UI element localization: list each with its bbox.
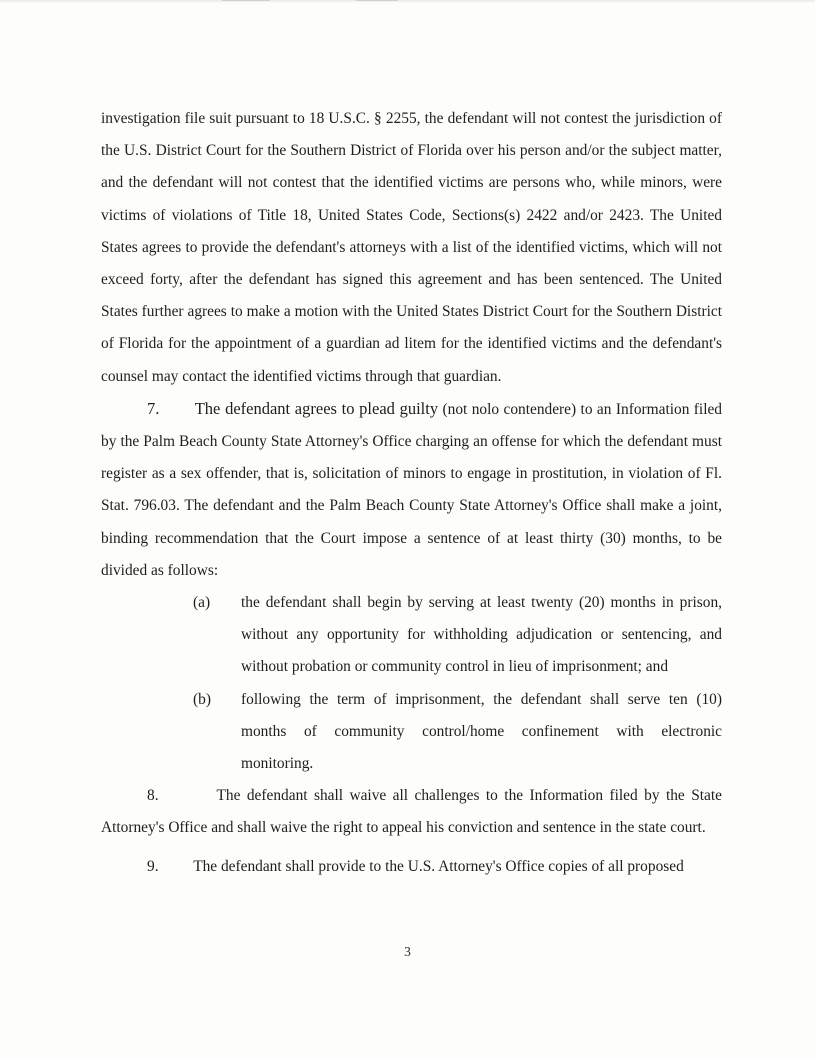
paragraph-text: (not nolo contendere) to an Information filed by the Palm Beach County State Attorney's Office charging an offense for which the defendant must register as a sex offender, that is, solicitation of minors to engage in prostitution, in violation of Fl. Stat. 796.03. The defendant and the Palm Beach County State Attorney's Office shall make a joint, binding recommendation that the Court impose a sentence of at least thirty (30) months, to be divided as follows: <box>101 400 723 579</box>
subitem-b <box>101 684 722 781</box>
page-number: 3 <box>404 944 411 959</box>
subitem-label: (b) <box>193 690 211 708</box>
scan-mark <box>222 0 270 1</box>
subitem-text: the defendant shall begin by serving at least twenty (20) months in prison, without any opportunity for withholding adjudication or sentencing, and without probation or community control in lieu of imprisonment; and <box>241 594 722 676</box>
subitem-text-main: following the term of imprisonment, the defendant shall serve ten (10) months of community control/home confinement with electronic <box>241 690 722 740</box>
paragraph-text: The defendant shall provide to the U.S. Attorney's Office copies of all proposed <box>193 857 684 875</box>
subitem-label: (a) <box>193 594 211 612</box>
subitem-text <box>241 684 722 781</box>
paragraph-lead: The defendant agrees to plead guilty <box>194 398 439 418</box>
paragraph-7 <box>101 393 722 587</box>
paragraph-9 <box>101 851 722 883</box>
continued-paragraph: investigation file suit pursuant to 18 U.S.C. § 2255, the defendant will not contest the jurisdiction of the U.S. District Court for the Southern District of Florida over his person and/or the subject matter, and the defendant will not contest that the identified victims are persons who, while minors, were victims of violations of Title 18, United States Code, Sections(s) 2422 and/or 2423. The United States agrees to provide the defendant's attorneys with a list of the identified victims, which will not exceed forty, after the defendant has signed this agreement and has been sentenced. The United States further agrees to make a motion with the United States District Court for the Southern District of Florida for the appointment of a guardian ad litem for the identified victims and the defendant's counsel may contact the identified victims through that guardian. <box>101 110 722 385</box>
paragraph-number: 7. <box>147 398 160 418</box>
subitem-a <box>101 587 722 684</box>
subitem-text-end: monitoring. <box>241 755 314 773</box>
paragraph-number: 9. <box>147 857 159 875</box>
paragraph-8 <box>101 780 722 844</box>
scan-edge <box>0 0 815 3</box>
scan-mark <box>356 0 398 1</box>
paragraph-number: 8. <box>147 787 159 805</box>
document-body <box>101 103 722 883</box>
paragraph-text: The defendant shall waive all challenges to the Information filed by the State Attorney's Office and shall waive the right to appeal his conviction and sentence in the state court. <box>101 787 722 837</box>
